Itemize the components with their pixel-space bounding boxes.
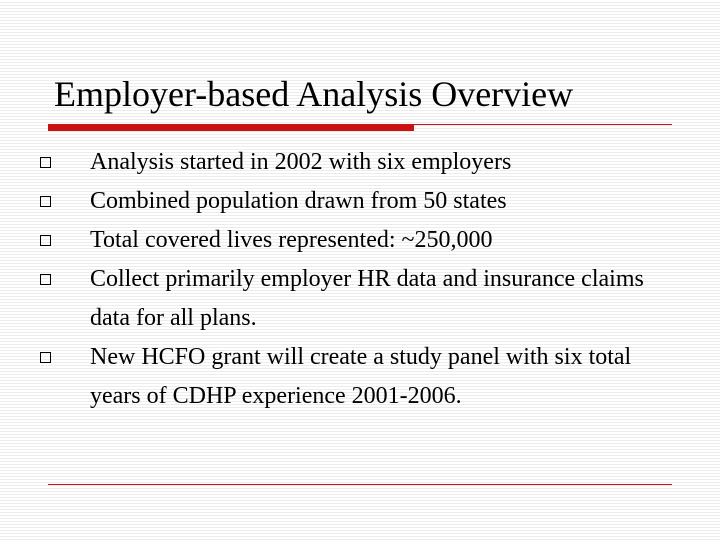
bullet-item bbox=[40, 260, 680, 338]
slide-title: Employer-based Analysis Overview bbox=[54, 74, 574, 114]
bullet-text: Total covered lives represented: ~250,000 bbox=[90, 227, 493, 253]
bullet-text: Combined population drawn from 50 states bbox=[90, 188, 507, 214]
bullet-list bbox=[40, 143, 680, 416]
hollow-square-bullet-icon bbox=[40, 196, 51, 207]
hollow-square-bullet-icon bbox=[40, 157, 51, 168]
title-underline-thin bbox=[414, 124, 672, 125]
bullet-item bbox=[40, 221, 680, 260]
footer-divider bbox=[48, 484, 672, 485]
title-underline-accent bbox=[48, 124, 414, 131]
hollow-square-bullet-icon bbox=[40, 352, 51, 363]
bullet-item bbox=[40, 338, 680, 416]
hollow-square-bullet-icon bbox=[40, 235, 51, 246]
bullet-text: New HCFO grant will create a study panel with six total years of CDHP experience 2001-2006. bbox=[90, 344, 632, 409]
bullet-item bbox=[40, 182, 680, 221]
bullet-text: Analysis started in 2002 with six employers bbox=[90, 149, 512, 175]
bullet-text: Collect primarily employer HR data and insurance claims data for all plans. bbox=[90, 266, 644, 331]
hollow-square-bullet-icon bbox=[40, 274, 51, 285]
bullet-item bbox=[40, 143, 680, 182]
